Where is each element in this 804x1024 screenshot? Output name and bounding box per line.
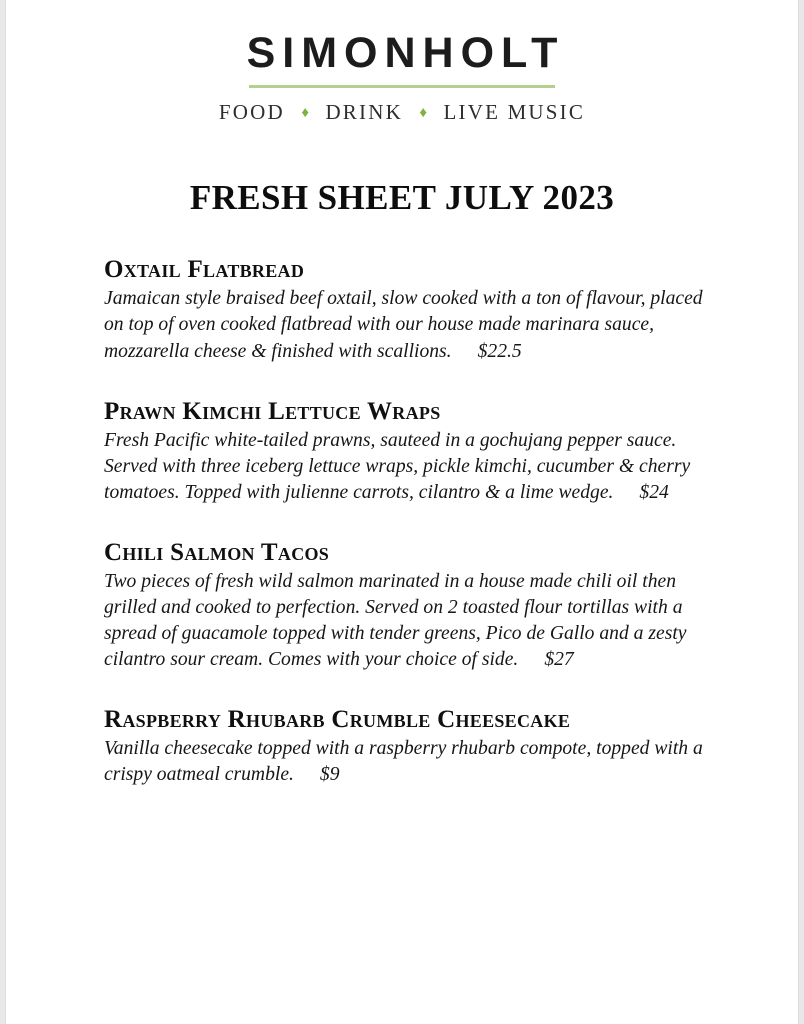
menu-item (104, 256, 706, 364)
menu-item (104, 539, 706, 673)
menu-item-price: $27 (544, 648, 574, 670)
green-divider-rule (249, 85, 555, 88)
tagline-part-live-music: LIVE MUSIC (443, 100, 586, 125)
diamond-icon: ♦ (301, 105, 309, 122)
tagline-part-drink: DRINK (325, 100, 403, 125)
menu-item-price: $24 (639, 481, 669, 503)
menu-item-description-text: Fresh Pacific white-tailed prawns, sauteed in a gochujang pepper sauce. Served with three iceberg lettuce wraps, pickle kimchi, cucumber & cherry tomatoes. Topped with julienne carrots, cilantro & a lime wedge. (104, 429, 691, 503)
menu-item-description-text: Two pieces of fresh wild salmon marinated in a house made chili oil then grilled and cooked to perfection. Served on 2 toasted flour tortillas with a spread of guacamole topped with tender greens, Pico de Gallo and a zesty cilantro sour cream. Comes with your choice of side. (104, 570, 687, 670)
tagline (6, 100, 798, 125)
menu-item-description (104, 428, 706, 506)
menu-item-description-text: Vanilla cheesecake topped with a raspberry rhubarb compote, topped with a crispy oatmeal crumble. (104, 737, 703, 785)
menu-item (104, 398, 706, 506)
menu-item-name: Prawn Kimchi Lettuce Wraps (104, 397, 441, 425)
menu-item-description (104, 569, 706, 673)
menu-item-name: Raspberry Rhubarb Crumble Cheesecake (104, 705, 571, 733)
menu-item-description-text: Jamaican style braised beef oxtail, slow cooked with a ton of flavour, placed on top of oven cooked flatbread with our house made marinara sauce, mozzarella cheese & finished with scallions. (104, 288, 703, 362)
menu-item-description (104, 736, 706, 788)
menu-item-price: $9 (319, 763, 340, 785)
tagline-part-food: FOOD (218, 100, 285, 125)
menu-item-name: Oxtail Flatbread (104, 256, 305, 284)
menu-item-name: Chili Salmon Tacos (104, 538, 330, 566)
menu-page (6, 0, 798, 1024)
menu-item-price: $22.5 (477, 340, 522, 362)
masthead (6, 0, 798, 125)
menu-item-description (104, 286, 706, 364)
menu-item (104, 706, 706, 788)
diamond-icon: ♦ (419, 105, 428, 122)
menu-list (6, 256, 798, 788)
restaurant-logo-wordmark: SIMONHOLT (246, 29, 565, 77)
page-title: FRESH SHEET JULY 2023 (189, 178, 615, 218)
